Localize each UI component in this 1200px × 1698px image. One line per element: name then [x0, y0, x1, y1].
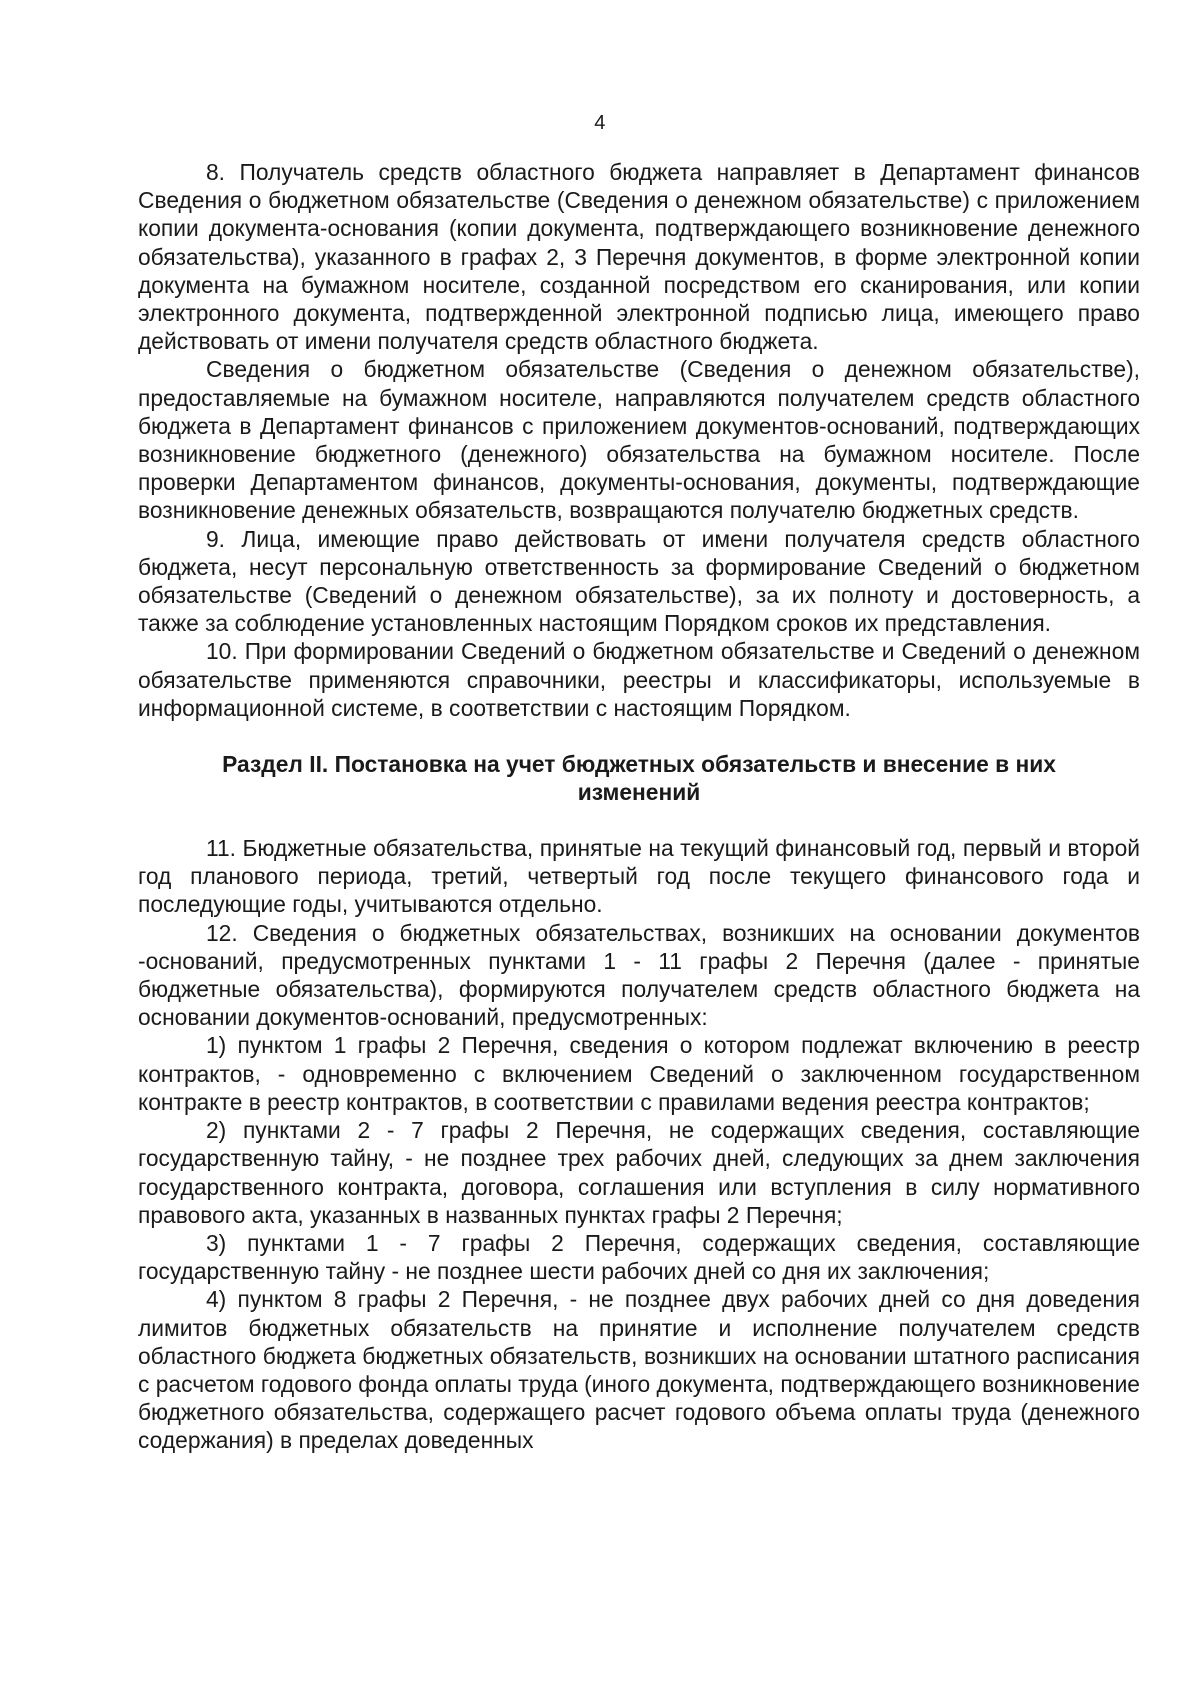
- document-text: [138, 158, 1140, 1455]
- paragraph-10: 10. При формировании Сведений о бюджетном обязательстве и Сведений о денежном обязательстве применяются справочники, реестры и классификаторы, используемые в информационной системе, в соответствии с настоящим Порядком.: [138, 638, 1140, 721]
- list-item-1: 1) пунктом 1 графы 2 Перечня, сведения о котором подлежат включению в реестр контрактов, - одновременно с включением Сведений о заключенном государственном контракте в реестр контрактов, в соответствии с правилами ведения реестра контрактов;: [138, 1032, 1140, 1115]
- paragraph-8: 8. Получатель средств областного бюджета направляет в Департамент финансов Сведения о бюджетном обязательстве (Сведения о денежном обязательстве) с приложением копии документа-основания (копии документа, подтверждающего возникновение денежного обязательства), указанного в графах 2, 3 Перечня документов, в форме электронной копии документа на бумажном носителе, созданной посредством его сканирования, или копии электронного документа, подтвержденной электронной подписью лица, имеющего право действовать от имени получателя средств областного бюджета.: [138, 159, 1140, 355]
- list-item-4: 4) пунктом 8 графы 2 Перечня, - не позднее двух рабочих дней со дня доведения лимитов бюджетных обязательств на принятие и исполнение получателем средств областного бюджета бюджетных обязательств, возникших на основании штатного расписания с расчетом годового фонда оплаты труда (иного документа, подтверждающего возникновение бюджетного обязательства, содержащего расчет годового объема оплаты труда (денежного содержания) в пределах доведенных: [138, 1286, 1140, 1454]
- list-item-3: 3) пунктами 1 - 7 графы 2 Перечня, содержащих сведения, составляющие государственную тайну - не позднее шести рабочих дней со дня их заключения;: [138, 1229, 1140, 1285]
- paragraph-9: 9. Лица, имеющие право действовать от имени получателя средств областного бюджета, несут персональную ответственность за формирование Сведений о бюджетном обязательстве (Сведений о денежном обязательстве), за их полноту и достоверность, а также за соблюдение установленных настоящим Порядком сроков их представления.: [138, 525, 1140, 637]
- list-item-2: 2) пунктами 2 - 7 графы 2 Перечня, не содержащих сведения, составляющие государственную тайну, - не позднее трех рабочих дней, следующих за днем заключения государственного контракта, договора, соглашения или вступления в силу нормативного правового акта, указанных в названных пунктах графы 2 Перечня;: [138, 1117, 1140, 1228]
- paragraph-11: 11. Бюджетные обязательства, принятые на текущий финансовый год, первый и второй год планового периода, третий, четвертый год после текущего финансового года и последующие годы, учитываются отдельно.: [138, 835, 1140, 918]
- paragraph-12: 12. Сведения о бюджетных обязательствах, возникших на основании документов -оснований, предусмотренных пунктами 1 - 11 графы 2 Перечня (далее - принятые бюджетные обязательства), формируются получателем средств областного бюджета на основании документов-оснований, предусмотренных:: [138, 919, 1140, 1031]
- section-heading: Раздел II. Постановка на учет бюджетных обязательств и внесение в них изменений: [222, 751, 1056, 806]
- paragraph-8-continued: Сведения о бюджетном обязательстве (Сведения о денежном обязательстве), предоставляемые на бумажном носителе, направляются получателем средств областного бюджета в Департамент финансов с приложением документов-оснований, подтверждающих возникновение бюджетного (денежного) обязательства на бумажном носителе. После проверки Департаментом финансов, документы-основания, документы, подтверждающие возникновение денежных обязательств, возвращаются получателю бюджетных средств.: [138, 356, 1140, 524]
- page-number: 4: [594, 112, 606, 134]
